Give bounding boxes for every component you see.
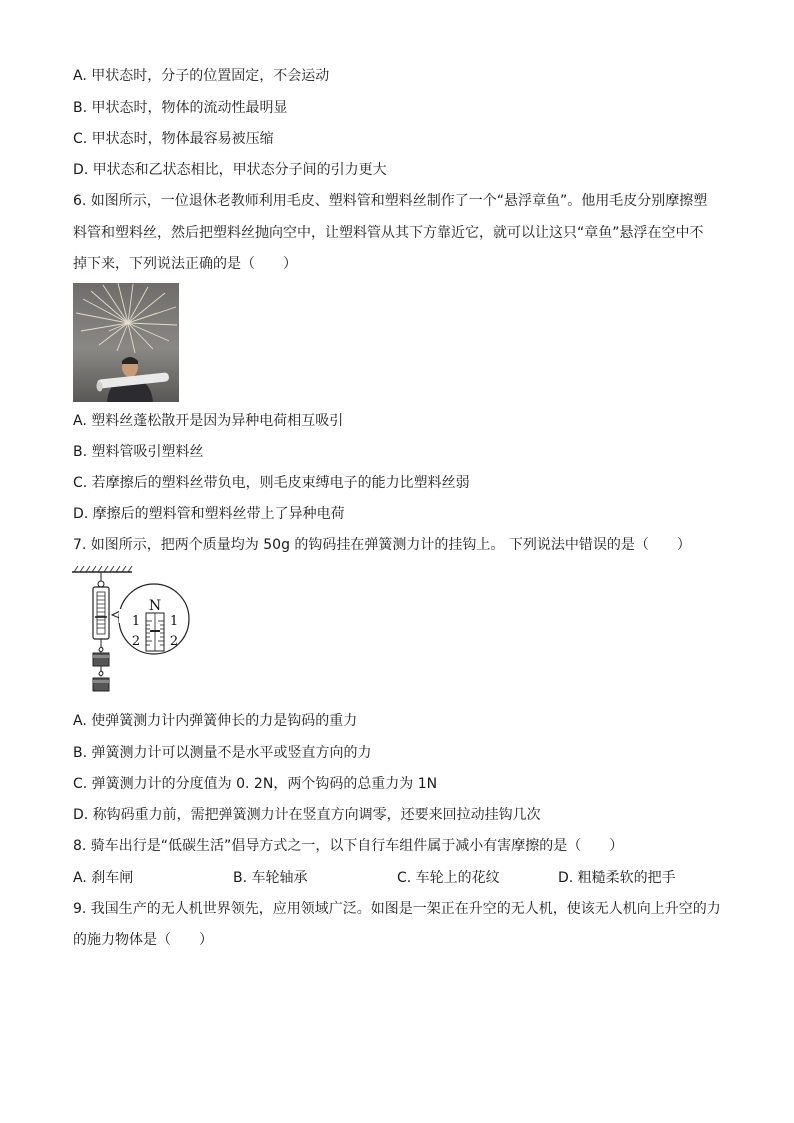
q8-stem: 8. 骑车出行是“低碳生活”倡导方式之一，以下自行车组件属于减小有害摩擦的是（ ） xyxy=(73,838,624,854)
q5-option-d: D. 甲状态和乙状态相比，甲状态分子间的引力更大 xyxy=(73,162,387,178)
dial-tick-right-2: 2 xyxy=(169,634,179,649)
q6-option-c: C. 若摩擦后的塑料丝带负电，则毛皮束缚电子的能力比塑料丝弱 xyxy=(73,475,470,491)
q6-stem-line-2: 料管和塑料丝，然后把塑料丝抛向空中，让塑料管从其下方靠近它，就可以让这只“章鱼”悬浮在空中不 xyxy=(73,225,704,241)
q7-stem: 7. 如图所示，把两个质量均为 50g 的钩码挂在弹簧测力计的挂钩上。 下列说法中错误的是（ ） xyxy=(73,537,691,553)
dial-tick-left-1: 1 xyxy=(131,614,141,629)
q8-option-a: A. 刹车闸 xyxy=(73,870,134,886)
q6-stem-line-3: 掉下来，下列说法正确的是（ ） xyxy=(73,256,297,272)
q9-stem-line-2: 的施力物体是（ ） xyxy=(73,932,213,948)
octopus-experiment-photo xyxy=(73,283,179,402)
q5-option-b: B. 甲状态时，物体的流动性最明显 xyxy=(73,100,288,116)
q7-option-a: A. 使弹簧测力计内弹簧伸长的力是钩码的重力 xyxy=(73,713,358,729)
photo-illustration xyxy=(73,283,179,402)
q8-option-c: C. 车轮上的花纹 xyxy=(397,870,500,886)
q8-option-b: B. 车轮轴承 xyxy=(233,870,308,886)
q7-option-b: B. 弹簧测力计可以测量不是水平或竖直方向的力 xyxy=(73,745,372,761)
dial-tick-right-1: 1 xyxy=(169,614,179,629)
q8-option-d: D. 粗糙柔软的把手 xyxy=(558,870,676,886)
dial-unit-label: N xyxy=(148,598,162,614)
q5-option-a: A. 甲状态时，分子的位置固定，不会运动 xyxy=(73,68,330,84)
dial-tick-left-2: 2 xyxy=(131,634,141,649)
spring-scale-diagram xyxy=(66,565,196,695)
spring-scale-figure xyxy=(66,565,196,695)
q9-stem-line-1: 9. 我国生产的无人机世界领先，应用领域广泛。如图是一架正在升空的无人机，使该无人机向上升空的力 xyxy=(73,901,721,917)
q6-option-d: D. 摩擦后的塑料管和塑料丝带上了异种电荷 xyxy=(73,506,345,522)
q7-option-d: D. 称钩码重力前，需把弹簧测力计在竖直方向调零，还要来回拉动挂钩几次 xyxy=(73,807,541,823)
q6-option-a: A. 塑料丝蓬松散开是因为异种电荷相互吸引 xyxy=(73,413,344,429)
q7-option-c: C. 弹簧测力计的分度值为 0. 2N，两个钩码的总重力为 1N xyxy=(73,776,438,792)
q5-option-c: C. 甲状态时，物体最容易被压缩 xyxy=(73,131,274,147)
q6-stem-line-1: 6. 如图所示，一位退休老教师利用毛皮、塑料管和塑料丝制作了一个“悬浮章鱼”。他用毛皮分别摩擦塑 xyxy=(73,193,708,209)
q6-option-b: B. 塑料管吸引塑料丝 xyxy=(73,444,204,460)
